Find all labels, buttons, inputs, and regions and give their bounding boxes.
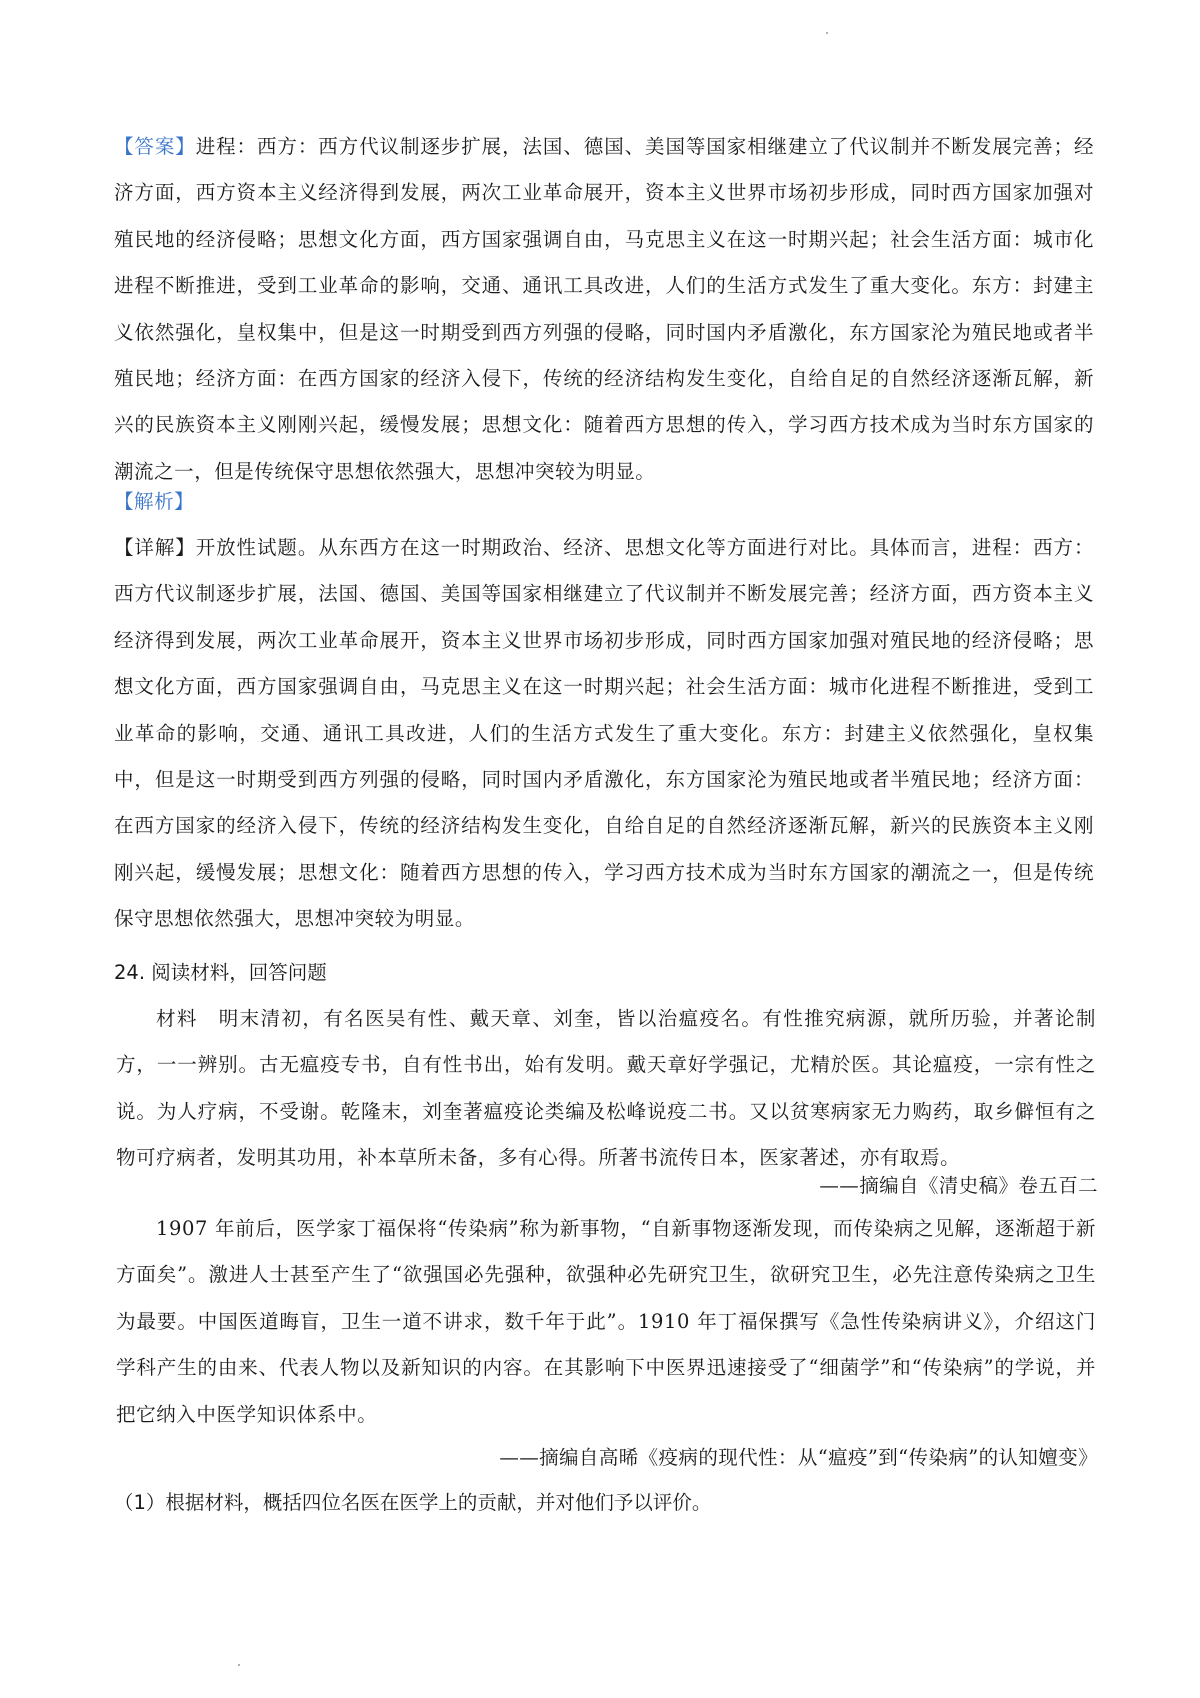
analysis-tag: 【解析】 [114,490,195,513]
material-2-text: 1907 年前后，医学家丁福保将“传染病”称为新事物，“自新事物逐渐发现，而传染病之见解，逐渐超于新方面矣”。激进人士甚至产生了“欲强国必先强种，欲强种必先研究卫生，欲研究卫生，必先注意传染病之卫生为最要。中国医道晦盲，卫生一道不讲求，数千年于此”。1910 年丁福保撰写《急性传染病讲义》，介绍这门学科产生的由来、代表人物以及新知识的内容。在其影响下中医界迅速接受了“细菌学”和“传染病”的学说，并把它纳入中医学知识体系中。 [116,1217,1096,1426]
material-1-source: ——摘编自《清史稿》卷五百二 [819,1174,1098,1197]
scan-dot [238,1664,240,1666]
detail-tag: 【详解】 [114,536,196,559]
detail-text: 开放性试题。从东西方在这一时期政治、经济、思想文化等方面进行对比。具体而言，进程：西方：西方代议制逐步扩展，法国、德国、美国等国家相继建立了代议制并不断发展完善；经济方面，西方资本主义经济得到发展，两次工业革命展开，资本主义世界市场初步形成，同时西方国家加强对殖民地的经济侵略；思想文化方面，西方国家强调自由，马克思主义在这一时期兴起；社会生活方面：城市化进程不断推进，受到工业革命的影响，交通、通讯工具改进，人们的生活方式发生了重大变化。东方：封建主义依然强化，皇权集中，但是这一时期受到西方列强的侵略，同时国内矛盾激化，东方国家沦为殖民地或者半殖民地；经济方面：在西方国家的经济入侵下，传统的经济结构发生变化，自给自足的自然经济逐渐瓦解，新兴的民族资本主义刚刚兴起，缓慢发展；思想文化：随着西方思想的传入，学习西方技术成为当时东方国家的潮流之一，但是传统保守思想依然强大，思想冲突较为明显。 [114,536,1094,931]
sub-question-1: （1）根据材料，概括四位名医在医学上的贡献，并对他们予以评价。 [114,1491,712,1514]
answer-text: 进程：西方：西方代议制逐步扩展，法国、德国、美国等国家相继建立了代议制并不断发展完善；经济方面，西方资本主义经济得到发展，两次工业革命展开，资本主义世界市场初步形成，同时西方国家加强对殖民地的经济侵略；思想文化方面，西方国家强调自由，马克思主义在这一时期兴起；社会生活方面：城市化进程不断推进，受到工业革命的影响，交通、通讯工具改进，人们的生活方式发生了重大变化。东方：封建主义依然强化，皇权集中，但是这一时期受到西方列强的侵略，同时国内矛盾激化，东方国家沦为殖民地或者半殖民地；经济方面：在西方国家的经济入侵下，传统的经济结构发生变化，自给自足的自然经济逐渐瓦解，新兴的民族资本主义刚刚兴起，缓慢发展；思想文化：随着西方思想的传入，学习西方技术成为当时东方国家的潮流之一，但是传统保守思想依然强大，思想冲突较为明显。 [114,135,1094,483]
analysis-heading [114,479,1094,525]
detail-paragraph [114,525,1094,943]
question-heading: 24. 阅读材料，回答问题 [114,961,327,984]
scan-dot [826,32,828,34]
answer-paragraph [114,124,1094,495]
material-2-source: ——摘编自高晞《疫病的现代性：从“瘟疫”到“传染病”的认知嬗变》 [499,1446,1098,1469]
material-1-text: 材料 明末清初，有名医吴有性、戴天章、刘奎，皆以治瘟疫名。有性推究病源，就所历验，并著论制方，一一辨别。古无瘟疫专书，自有性书出，始有发明。戴天章好学强记，尤精於医。其论瘟疫，一宗有性之说。为人疗病，不受谢。乾隆末，刘奎著瘟疫论类编及松峰说疫二书。又以贫寒病家无力购药，取乡僻恒有之物可疗病者，发明其功用，补本草所未备，多有心得。所著书流传日本，医家著述，亦有取焉。 [116,1007,1096,1170]
answer-tag: 【答案】 [114,135,196,158]
